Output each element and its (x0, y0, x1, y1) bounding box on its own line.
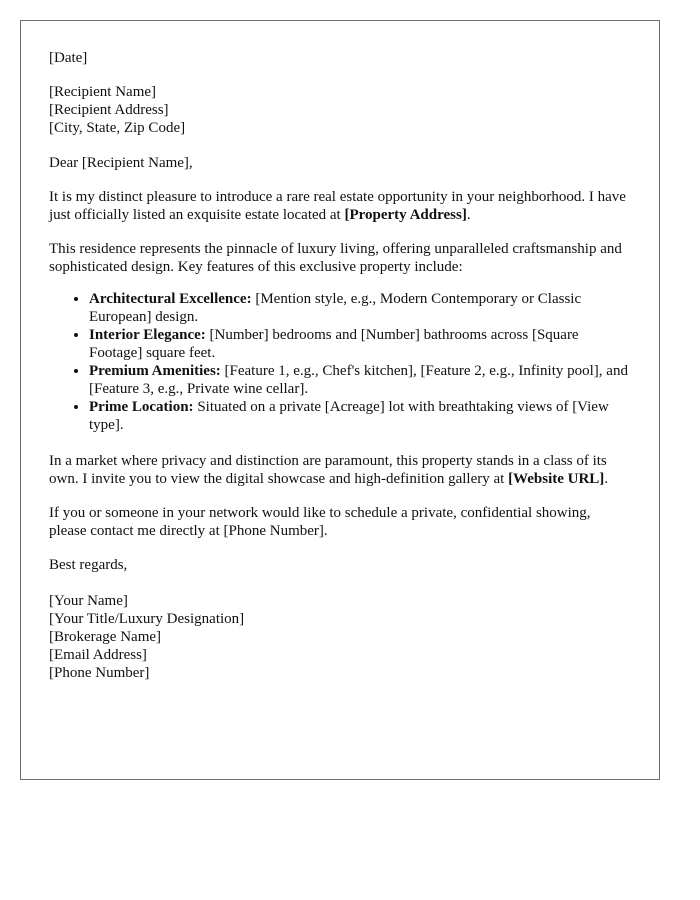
website-url: [Website URL] (508, 471, 605, 487)
signature-block (49, 592, 631, 682)
feature-item-architectural (89, 290, 631, 326)
date-text: [Date] (49, 50, 88, 66)
feature-label: Prime Location: (89, 399, 194, 415)
letter-document (20, 20, 660, 780)
signature-email: [Email Address] (49, 647, 147, 663)
intro-paragraph-text: It is my distinct pleasure to introduce a rare real estate opportunity in your neighborhood. I have just officially listed an exquisite estate located at (49, 189, 626, 223)
showing-paragraph: If you or someone in your network would like to schedule a private, confidential showing, please contact me directly at [Phone Number]. (49, 505, 591, 539)
signature-title: [Your Title/Luxury Designation] (49, 611, 245, 627)
recipient-city-state-zip: [City, State, Zip Code] (49, 120, 186, 136)
recipient-name: [Recipient Name] (49, 84, 157, 100)
feature-label: Premium Amenities: (89, 363, 221, 379)
signature-name: [Your Name] (49, 593, 128, 609)
feature-item-interior (89, 326, 631, 362)
market-paragraph-text: In a market where privacy and distinction are paramount, this property stands in a class of its own. I invite you to view the digital showcase and high-definition gallery at (49, 453, 607, 487)
feature-text: Situated on a private [Acreage] lot with breathtaking views of [View type]. (89, 399, 609, 433)
market-paragraph-end: . (604, 471, 609, 487)
feature-label: Architectural Excellence: (89, 291, 252, 307)
property-address: [Property Address] (344, 207, 467, 223)
intro-paragraph-end: . (466, 207, 471, 223)
features-intro-paragraph: This residence represents the pinnacle of luxury living, offering unparalleled craftsmanship and sophisticated design. Key features of this exclusive property include: (49, 241, 622, 275)
signature-phone: [Phone Number] (49, 665, 150, 681)
market-paragraph (49, 452, 631, 488)
signature-brokerage: [Brokerage Name] (49, 629, 162, 645)
feature-item-amenities (89, 362, 631, 398)
feature-text: [Mention style, e.g., Modern Contemporary or Classic European] design. (89, 291, 582, 325)
feature-label: Interior Elegance: (89, 327, 206, 343)
features-list (49, 290, 631, 434)
recipient-address: [Recipient Address] (49, 102, 169, 118)
closing-line: Best regards, (49, 557, 128, 573)
feature-text: [Number] bedrooms and [Number] bathrooms across [Square Footage] square feet. (89, 327, 579, 361)
intro-paragraph (49, 188, 631, 224)
salutation: Dear [Recipient Name], (49, 155, 193, 171)
feature-item-location (89, 398, 631, 434)
recipient-block (49, 83, 631, 137)
feature-text: [Feature 1, e.g., Chef's kitchen], [Feature 2, e.g., Infinity pool], and [Feature 3, e.g., Private wine cellar]. (89, 363, 628, 397)
date-line (49, 49, 631, 67)
